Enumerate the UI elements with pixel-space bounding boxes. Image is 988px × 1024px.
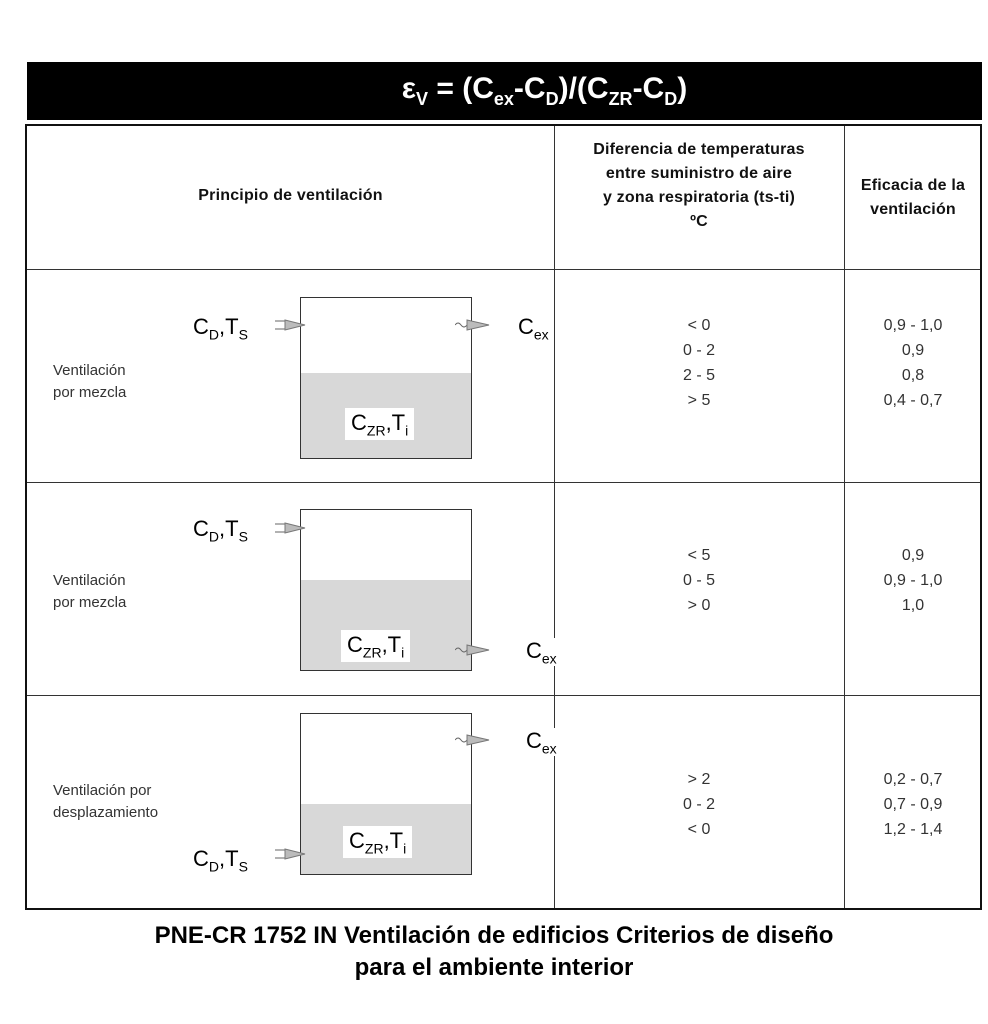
formula-sub: ZR: [608, 89, 633, 109]
row-divider: [27, 269, 980, 270]
exhaust-arrow-icon: [455, 733, 493, 747]
value-cell: 1,2 - 1,4: [883, 821, 943, 838]
header-line: ºC: [690, 213, 708, 230]
value-cell: 0,9 - 1,0: [883, 572, 943, 589]
row-label: [53, 570, 126, 614]
temperature-differences: [554, 543, 844, 618]
value-cell: 0 - 2: [682, 342, 715, 359]
symbol-cd-ts: $C_D,T_S$: [193, 314, 248, 343]
header-temperature-difference: [554, 138, 844, 234]
supply-arrow-icon: [275, 847, 313, 861]
formula-sub: D: [545, 89, 559, 109]
efficiency-values: [844, 543, 982, 618]
formula-sub: D: [664, 89, 678, 109]
supply-arrow-icon: [275, 318, 313, 332]
row-label-line: Ventilación: [53, 362, 126, 379]
formula-eps-sub: V: [416, 89, 429, 109]
symbol-czr-ti: $C_{ZR},T_i$: [343, 826, 412, 858]
row-label: [53, 780, 158, 824]
symbol-cex: $C_{ex}$: [526, 728, 557, 757]
row-label-line: Ventilación: [53, 572, 126, 589]
formula-banner: [27, 62, 982, 120]
value-cell: < 5: [687, 547, 711, 564]
value-cell: 0,4 - 0,7: [883, 392, 943, 409]
header-line: Diferencia de temperaturas: [593, 141, 805, 158]
efficiency-values: [844, 767, 982, 842]
symbol-czr-ti: $C_{ZR},T_i$: [341, 630, 410, 662]
formula-part: )/(C: [558, 72, 609, 105]
header-line: Eficacia de la: [860, 177, 966, 194]
symbol-cex: $C_{ex}$: [526, 638, 557, 667]
supply-arrow-icon: [275, 521, 313, 535]
formula: [402, 72, 687, 110]
row-label: [53, 360, 126, 404]
value-cell: 0 - 5: [682, 572, 715, 589]
value-cell: 0,8: [901, 367, 925, 384]
row-label-line: desplazamiento: [53, 804, 159, 821]
formula-part: ): [677, 72, 688, 105]
caption-line: para el ambiente interior: [354, 954, 634, 981]
header-line: ventilación: [870, 201, 956, 218]
caption-line: PNE-CR 1752 IN Ventilación de edificios Criterios de diseño: [154, 922, 834, 949]
row-label-line: por mezcla: [53, 384, 127, 401]
value-cell: > 5: [687, 392, 711, 409]
value-cell: 1,0: [901, 597, 925, 614]
ventilation-table: [25, 124, 982, 910]
value-cell: 0,9: [901, 547, 925, 564]
formula-part: -C: [632, 72, 665, 105]
symbol-czr-ti: $C_{ZR},T_i$: [345, 408, 414, 440]
exhaust-arrow-icon: [455, 643, 493, 657]
value-cell: 2 - 5: [682, 367, 715, 384]
value-cell: 0,7 - 0,9: [883, 796, 943, 813]
header-line: entre suministro de aire: [605, 165, 793, 182]
value-cell: 0,9: [901, 342, 925, 359]
value-cell: 0,9 - 1,0: [883, 317, 943, 334]
header-principle: Principio de ventilación: [198, 187, 383, 204]
value-cell: > 0: [687, 597, 711, 614]
symbol-cd-ts: $C_D,T_S$: [193, 516, 248, 545]
formula-part: = (C: [428, 72, 494, 105]
row-label-line: por mezcla: [53, 594, 127, 611]
row-divider: [27, 482, 980, 483]
formula-sub: ex: [493, 89, 514, 109]
temperature-differences: [554, 313, 844, 413]
value-cell: > 2: [687, 771, 711, 788]
symbol-cex: $C_{ex}$: [518, 314, 549, 343]
value-cell: < 0: [687, 821, 711, 838]
formula-eps: ε: [401, 72, 417, 105]
row-label-line: Ventilación por: [53, 782, 152, 799]
symbol-cd-ts: $C_D,T_S$: [193, 846, 248, 875]
value-cell: 0,2 - 0,7: [883, 771, 943, 788]
value-cell: < 0: [687, 317, 711, 334]
formula-part: -C: [513, 72, 546, 105]
exhaust-arrow-icon: [455, 318, 493, 332]
value-cell: 0 - 2: [682, 796, 715, 813]
efficiency-values: [844, 313, 982, 413]
header-line: y zona respiratoria (ts-ti): [602, 189, 796, 206]
header-efficiency: [844, 174, 982, 222]
row-divider: [27, 695, 980, 696]
temperature-differences: [554, 767, 844, 842]
source-caption: [0, 920, 988, 984]
